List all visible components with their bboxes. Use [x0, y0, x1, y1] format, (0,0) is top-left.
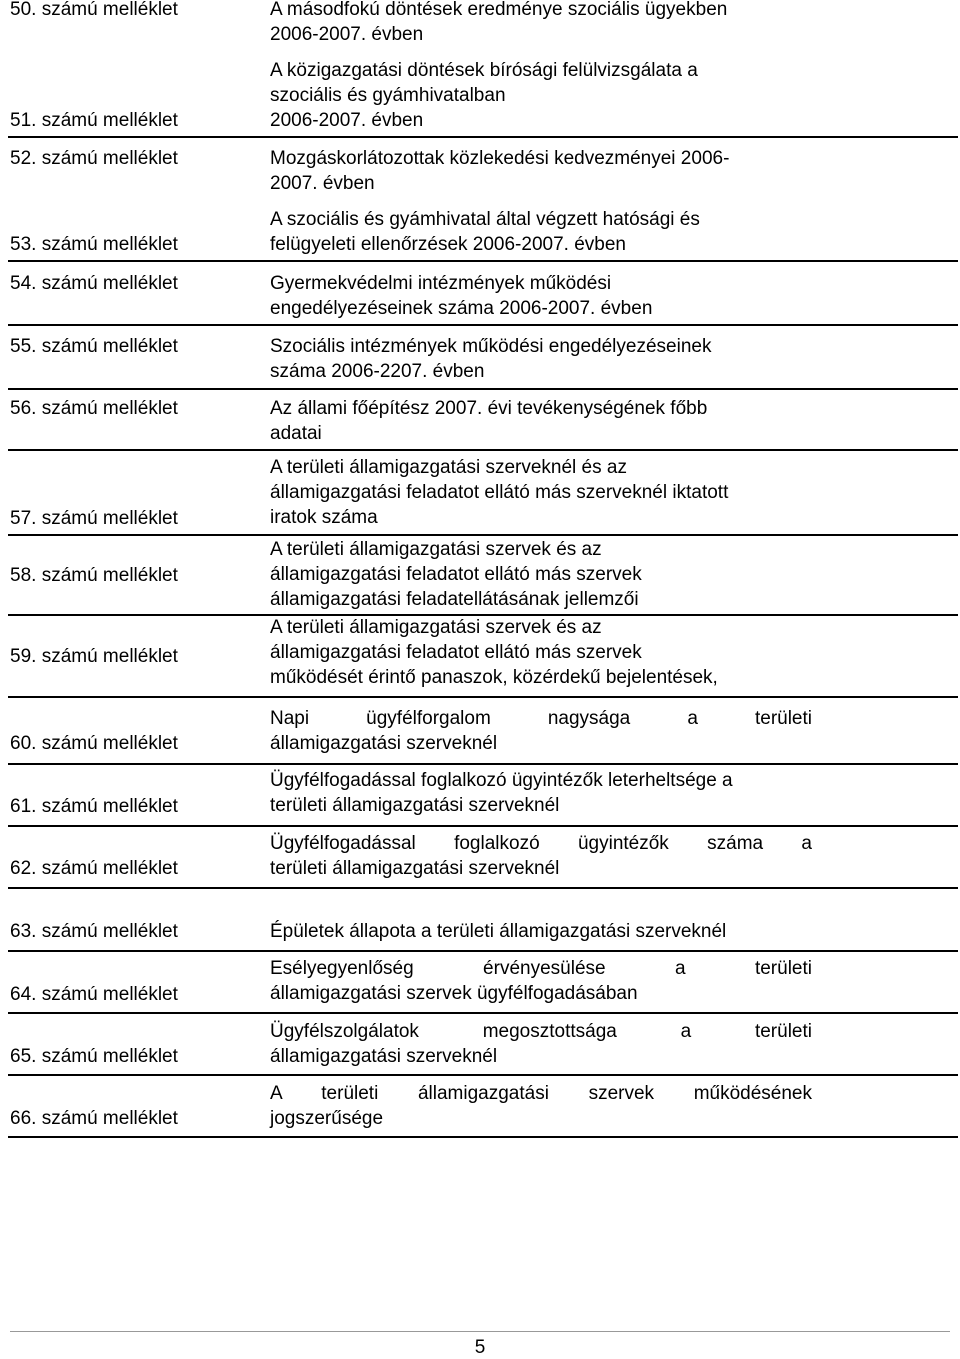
appendix-label: 64. számú melléklet [10, 984, 178, 1005]
appendix-title: Ügyfélszolgálatok megosztottsága a területi államigazgatási szerveknél [270, 1021, 812, 1067]
appendix-title: A szociális és gyámhivatal által végzett hatósági és felügyeleti ellenőrzések 2006-2007. évben [270, 209, 700, 255]
separator-line [8, 825, 958, 827]
separator-line [8, 1074, 958, 1076]
appendix-title: Épületek állapota a területi államigazgatási szerveknél [270, 921, 727, 942]
appendix-label: 65. számú melléklet [10, 1046, 178, 1067]
appendix-label: 57. számú melléklet [10, 508, 178, 529]
appendix-title: Ügyfélfogadással foglalkozó ügyintézők leterheltsége a területi államigazgatási szerveknél [270, 770, 733, 816]
appendix-label: 60. számú melléklet [10, 733, 178, 754]
appendix-label: 62. számú melléklet [10, 858, 178, 879]
separator-line [8, 696, 958, 698]
appendix-title: A területi államigazgatási szerveknél és az államigazgatási feladatot ellátó más szerveknél iktatott iratok száma [270, 457, 729, 528]
appendix-label: 54. számú melléklet [10, 273, 178, 294]
appendix-title: Gyermekvédelmi intézmények működési engedélyezéseinek száma 2006-2007. évben [270, 273, 653, 319]
appendix-title: A közigazgatási döntések bírósági felülvizsgálata a szociális és gyámhivatalban 2006-2007. évben [270, 60, 698, 131]
separator-line [8, 1136, 958, 1138]
appendix-title: A másodfokú döntések eredménye szociális ügyekben 2006-2007. évben [270, 0, 728, 45]
separator-line [8, 136, 958, 138]
appendix-label: 52. számú melléklet [10, 148, 178, 169]
appendix-label: 63. számú melléklet [10, 921, 178, 942]
appendix-title: Ügyfélfogadással foglalkozó ügyintézők száma a területi államigazgatási szerveknél [270, 833, 812, 879]
appendix-title: Esélyegyenlőség érvényesülése a területi államigazgatási szervek ügyfélfogadásában [270, 958, 812, 1004]
separator-line [8, 260, 958, 262]
separator-line [8, 388, 958, 390]
appendix-label: 61. számú melléklet [10, 796, 178, 817]
appendix-label: 58. számú melléklet [10, 565, 178, 586]
separator-line [8, 324, 958, 326]
appendix-label: 56. számú melléklet [10, 398, 178, 419]
appendix-title: Mozgáskorlátozottak közlekedési kedvezményei 2006- 2007. évben [270, 148, 730, 194]
appendix-label: 55. számú melléklet [10, 336, 178, 357]
appendix-label: 51. számú melléklet [10, 110, 178, 131]
appendix-label: 59. számú melléklet [10, 646, 178, 667]
page-number: 5 [474, 1337, 486, 1358]
separator-line [8, 887, 958, 889]
separator-line [8, 449, 958, 451]
appendix-title: A területi államigazgatási szervek működésének jogszerűsége [270, 1083, 812, 1129]
separator-line [8, 1012, 958, 1014]
appendix-title: Az állami főépítész 2007. évi tevékenységének főbb adatai [270, 398, 708, 444]
appendix-label: 53. számú melléklet [10, 234, 178, 255]
separator-line [8, 534, 958, 536]
appendix-title: Napi ügyfélforgalom nagysága a területi államigazgatási szerveknél [270, 708, 812, 754]
appendix-title: A területi államigazgatási szervek és az államigazgatási feladatot ellátó más szervek államigazgatási feladatellátásának jellemzői [270, 539, 642, 610]
appendix-title: Szociális intézmények működési engedélyezéseinek száma 2006-2207. évben [270, 336, 712, 382]
appendix-label: 50. számú melléklet [10, 0, 178, 20]
separator-line [8, 950, 958, 952]
appendix-label: 66. számú melléklet [10, 1108, 178, 1129]
appendix-title: A területi államigazgatási szervek és az államigazgatási feladatot ellátó más szervek működését érintő panaszok, közérdekű bejelentések, [270, 617, 718, 688]
footer-rule [10, 1331, 950, 1332]
separator-line [8, 763, 958, 765]
